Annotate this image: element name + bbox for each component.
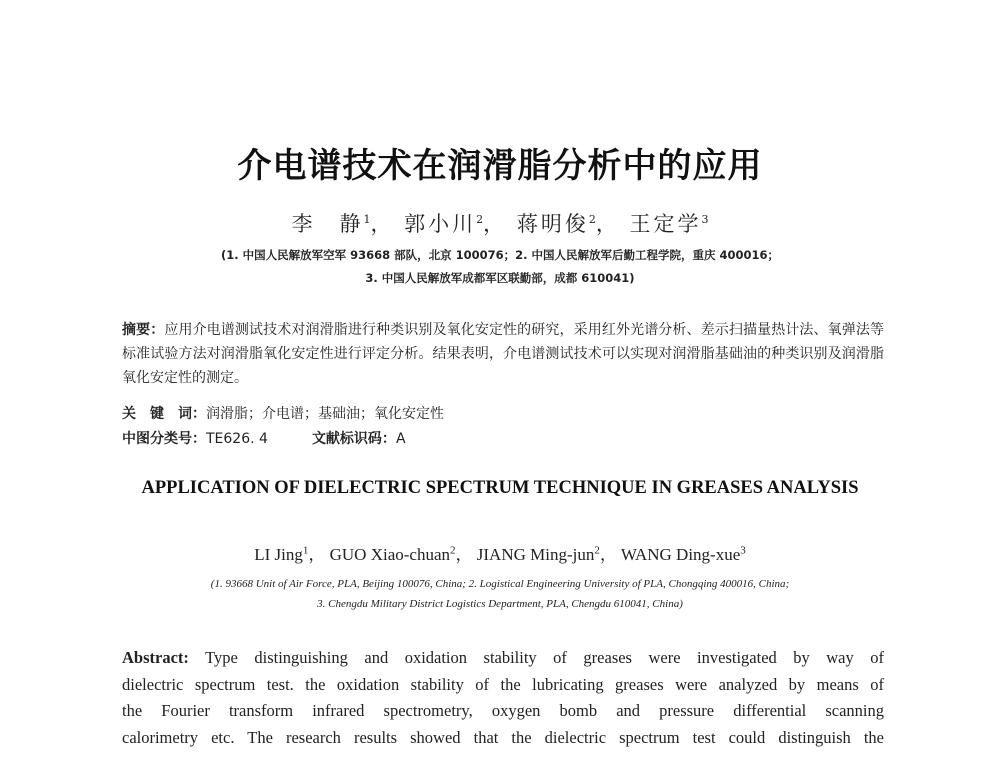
english-abstract-line: the Fourier transform infrared spectrometry, oxygen bomb and pressure differential scanning — [122, 701, 884, 720]
document-code-value: A — [395, 431, 406, 447]
english-authors — [0, 540, 1000, 565]
author-affil-mark: 2 — [476, 213, 484, 226]
author-affil-mark: 3 — [740, 544, 746, 557]
english-abstract-text: Type distinguishing and oxidation stability of greases were investigated by way of — [205, 648, 884, 667]
author-affil-mark: 3 — [701, 213, 709, 226]
chinese-keywords — [122, 403, 444, 423]
author-separator: ， — [599, 545, 617, 564]
author-separator: ， — [595, 212, 620, 236]
author-name: WANG Ding-xue — [620, 545, 741, 564]
chinese-abstract — [122, 318, 884, 390]
document-code-label: 文献标识码： — [311, 431, 396, 447]
author-name: JIANG Ming-jun — [476, 545, 595, 564]
author-name: LI Jing — [254, 545, 303, 564]
chinese-authors — [0, 208, 1000, 238]
english-abstract — [122, 645, 884, 751]
author-separator: ， — [308, 545, 326, 564]
keywords-text: 润滑脂；介电谱；基础油；氧化安定性 — [206, 406, 444, 422]
author-affil-mark: 2 — [594, 544, 600, 557]
english-affiliation-line-1: (1. 93668 Unit of Air Force, PLA, Beijing 100076, China; 2. Logistical Engineering University of PLA, Chongqing 400016, China; — [210, 578, 790, 590]
chinese-affiliation-line-2: 3. 中国人民解放军成都军区联勤部，成都 610041) — [365, 271, 635, 285]
english-abstract-line: dielectric spectrum test. the oxidation stability of the lubricating greases were analyzed by means of — [122, 674, 884, 694]
author-affil-mark: 2 — [588, 213, 596, 226]
author-separator: ， — [455, 545, 473, 564]
english-abstract-line — [122, 645, 884, 672]
author-name: GUO Xiao-chuan — [329, 545, 451, 564]
chinese-affiliation-line-1: (1. 中国人民解放军空军 93668 部队，北京 100076；2. 中国人民解放军后勤工程学院，重庆 400016； — [220, 248, 780, 262]
chinese-abstract-label: 摘要： — [122, 322, 165, 338]
author-name: 王定学 — [629, 212, 702, 236]
english-title: APPLICATION OF DIELECTRIC SPECTRUM TECHNIQUE IN GREASES ANALYSIS — [141, 478, 859, 498]
author-name: 郭小川 — [404, 212, 477, 236]
author-affil-mark: 1 — [363, 213, 371, 226]
author-affil-mark: 2 — [450, 544, 456, 557]
chinese-title: 介电谱技术在润滑脂分析中的应用 — [237, 146, 763, 186]
classification-line — [122, 428, 406, 448]
english-abstract-line: calorimetry etc. The research results showed that the dielectric spectrum test could distinguish the — [122, 727, 884, 747]
keywords-label: 关 键 词： — [122, 406, 206, 422]
author-separator: ， — [370, 212, 395, 236]
english-abstract-label: Abstract: — [122, 648, 189, 667]
author-name: 蒋明俊 — [516, 212, 589, 236]
author-separator: ， — [483, 212, 508, 236]
english-affiliation-line-2: 3. Chengdu Military District Logistics Department, PLA, Chengdu 610041, China) — [317, 598, 683, 610]
class-number-value: TE626. 4 — [206, 431, 268, 447]
author-affil-mark: 1 — [302, 544, 309, 557]
class-number-label: 中图分类号： — [122, 431, 206, 447]
author-name: 李 静 — [291, 212, 364, 236]
chinese-abstract-text: 应用介电谱测试技术对润滑脂进行种类识别及氧化安定性的研究，采用红外光谱分析、差示扫描量热计法、氧弹法等标准试验方法对润滑脂氧化安定性进行评定分析。结果表明，介电谱测试技术可以实现对润滑脂基础油的种类识别及润滑脂氧化安定性的测定。 — [122, 322, 885, 386]
